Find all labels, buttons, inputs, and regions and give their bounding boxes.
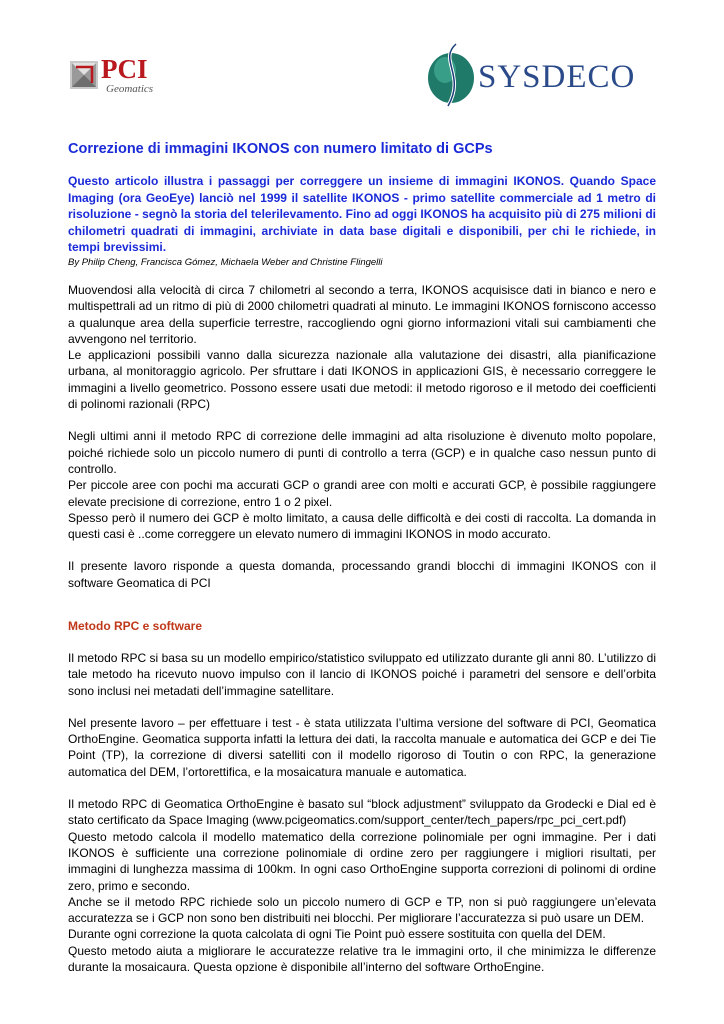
- section-paragraph: Il metodo RPC di Geomatica OrthoEngine è basato sul “block adjustment” sviluppato da Grodecki e Dial ed è stato certificato da Space Imaging (www.pcigeomatics.com/support_center/tech_papers/rpc_pci_cert.pdf): [68, 797, 656, 828]
- section-paragraph: Il metodo RPC si basa su un modello empirico/statistico sviluppato ed utilizzato durante gli anni 80. L’utilizzo di tale metodo ha ricevuto nuovo impulso con il lancio di IKONOS poiché i parametri del sensore e dell’orbita sono inclusi nei metadati dell’immagine satellitare.: [68, 651, 656, 698]
- section-paragraph: Questo metodo calcola il modello matematico della correzione polinomiale per ogni immagine. Per i dati IKONOS è sufficiente una correzione polinomiale di ordine zero per raggiungere i migliori risultati, per immagini di lunghezza massima di 100km. In ogni caso OrthoEngine supporta correzioni di polinomi di ordine zero, primo e secondo.: [68, 829, 656, 893]
- intro-paragraph: Le applicazioni possibili vanno dalla sicurezza nazionale alla valutazione dei disastri, alla pianificazione urbana, al monitoraggio agricolo. Per sfruttare i dati IKONOS in applicazioni GIS, è necessario correggere le immagini a livello geometrico. Possono essere usati due metodi: il metodo rigoroso e il metodo dei coefficienti di polinomi razionali (RPC): [68, 348, 656, 412]
- pci-geomatics-logo: [68, 56, 160, 96]
- pci-logo-subtitle: Geomatics: [106, 83, 154, 95]
- intro-paragraph: Spesso però il numero dei GCP è molto limitato, a causa delle difficoltà e dei costi di raccolta. La domanda in questi casi è ..come correggere un elevato numero di immagini IKONOS in modo accurato.: [68, 510, 656, 542]
- pci-logo-name: PCI: [101, 54, 148, 84]
- sysdeco-globe-icon: [426, 40, 476, 110]
- section-paragraph: Nel presente lavoro – per effettuare i test - è stata utilizzata l’ultima versione del software di PCI, Geomatica OrthoEngine. Geomatica supporta infatti la lettura dei dati, la raccolta manuale e automatica dei GCP e dei Tie Point (TP), la correzione di diversi satelliti con il modello rigoroso di Toutin o con RPC, la generazione automatica del DEM, l’ortorettifica, e la mosaicatura manuale e automatica.: [68, 715, 656, 779]
- section-paragraph: Anche se il metodo RPC richiede solo un piccolo numero di GCP e TP, non si può raggiungere un’elevata accuratezza se i GCP non sono ben distribuiti nei blocchi. Per migliorare l’accuratezza si può usare un DEM.: [68, 894, 656, 926]
- section-paragraph: Durante ogni correzione la quota calcolata di ogni Tie Point può essere sostituita con quella del DEM.: [68, 927, 606, 942]
- article-abstract: Questo articolo illustra i passaggi per correggere un insieme di immagini IKONOS. Quando Space Imaging (ora GeoEye) lanciò nel 1999 il satellite IKONOS - primo satellite commerciale ad 1 metro di risoluzione - segnò la storia del telerilevamento. Fino ad oggi IKONOS ha acquisito più di 275 milioni di chilometri quadrati di immagini, archiviate in data base digitali e disponibili, per chi le richiede, in tempi brevissimi.: [68, 174, 656, 254]
- section-paragraph: Questo metodo aiuta a migliorare le accuratezze relative tra le immagini orto, il che minimizza le differenze durante la mosaicaura. Questa opzione è disponibile all’interno del software OrthoEngine.: [68, 943, 656, 975]
- sysdeco-logo: [426, 40, 662, 110]
- article-title: Correzione di immagini IKONOS con numero limitato di GCPs: [68, 141, 493, 157]
- pci-cube-icon: [68, 59, 100, 91]
- sysdeco-logo-name: SYSDECO: [478, 59, 636, 95]
- section-heading: Metodo RPC e software: [68, 619, 203, 633]
- intro-paragraph: Muovendosi alla velocità di circa 7 chilometri al secondo a terra, IKONOS acquisisce dati in bianco e nero e multispettrali ad un ritmo di più di 2000 chilometri quadrati al minuto. Le immagini IKONOS forniscono accesso a qualunque area della superficie terrestre, raccogliendo ogni giorno informazioni vitali sui cambiamenti che avvengono nel territorio.: [68, 283, 656, 346]
- article-authors: By Philip Cheng, Francisca Gómez, Michaela Weber and Christine Flingelli: [68, 257, 383, 268]
- intro-paragraph: Per piccole aree con pochi ma accurati GCP o grandi aree con molti e accurati GCP, è possibile raggiungere elevate precisione di correzione, entro 1 o 2 pixel.: [68, 478, 656, 509]
- rpc-method-section: [68, 618, 656, 975]
- intro-paragraph: Negli ultimi anni il metodo RPC di correzione delle immagini ad alta risoluzione è divenuto molto popolare, poiché richiede solo un piccolo numero di punti di controllo a terra (GCP) e in qualche caso nessun punto di controllo.: [68, 429, 656, 476]
- introduction-section: [68, 282, 656, 591]
- intro-paragraph: Il presente lavoro risponde a questa domanda, processando grandi blocchi di immagini IKONOS con il software Geomatica di PCI: [68, 559, 656, 590]
